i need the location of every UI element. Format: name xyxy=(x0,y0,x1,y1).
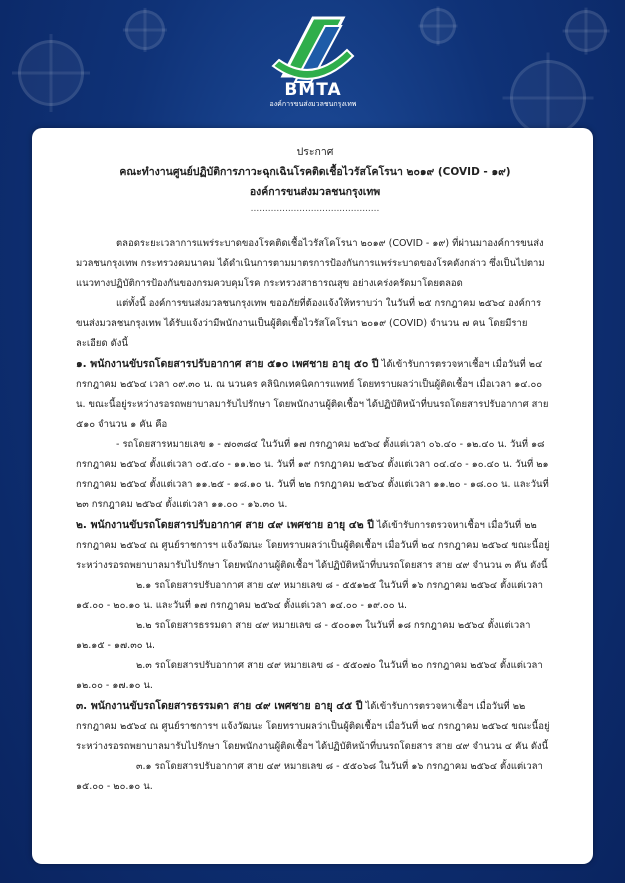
item-1-heading: ๑. พนักงานขับรถโดยสารปรับอากาศ สาย ๕๑๐ เพศชาย อายุ ๕๐ ปี xyxy=(76,358,379,370)
virus-icon xyxy=(18,40,84,106)
item-2-sub-1: ๒.๑ รถโดยสารปรับอากาศ สาย ๔๙ หมายเลข ๘ - ๕๕๑๒๕ ในวันที่ ๑๖ กรกฎาคม ๒๕๖๔ ตั้งแต่เวลา ๑๕.๐๐ - ๒๐.๑๐ น. และวันที่ ๑๗ กรกฎาคม ๒๕๖๔ ตั้งแต่เวลา ๑๔.๐๐ - ๑๙.๐๐ น. xyxy=(76,580,543,611)
item-3-text: ได้เข้ารับการตรวจหาเชื้อฯ เมื่อวันที่ ๒๒ กรกฎาคม ๒๕๖๔ ณ ศูนย์ราชการฯ แจ้งวัฒนะ โดยทราบผลว่าเป็นผู้ติดเชื้อฯ เมื่อวันที่ ๒๔ กรกฎาคม ๒๕๖๔ ขณะนี้อยู่ระหว่างรอรถพยาบาลมารับไปรักษา โดยพนักงานผู้ติดเชื้อฯ ได้ปฏิบัติหน้าที่บนรถโดยสาร สาย ๔๙ จำนวน ๔ คัน ดังนี้ xyxy=(76,701,550,752)
intro-paragraph-1: ตลอดระยะเวลาการแพร่ระบาดของโรคติดเชื้อไวรัสโคโรนา ๒๐๑๙ (COVID - ๑๙) ที่ผ่านมาองค์การขนส่งมวลชนกรุงเทพ กระทรวงคมนาคม ได้ดำเนินการตามมาตรการป้องกันการแพร่ระบาดของโรคดังกล่าว ซึ่งเป็นไปตามแนวทางปฏิบัติการป้องกันของกรมควบคุมโรค กระทรวงสาธารณสุข อย่างเคร่งครัดมาโดยตลอด xyxy=(76,238,545,289)
item-1 xyxy=(76,354,554,435)
header-line-3: องค์การขนส่งมวลชนกรุงเทพ xyxy=(249,186,381,198)
announcement-paper xyxy=(32,128,593,864)
item-2-heading: ๒. พนักงานขับรถโดยสารปรับอากาศ สาย ๔๙ เพศชาย อายุ ๔๒ ปี xyxy=(76,519,374,531)
header-line-1: ประกาศ xyxy=(296,146,334,158)
logo-subtitle: องค์การขนส่งมวลชนกรุงเทพ xyxy=(269,100,357,108)
logo-text xyxy=(263,80,363,110)
virus-icon xyxy=(420,8,456,44)
logo-name: BMTA xyxy=(284,80,342,100)
item-3-sub-1: ๓.๑ รถโดยสารปรับอากาศ สาย ๔๙ หมายเลข ๘ - ๕๕๐๖๘ ในวันที่ ๑๖ กรกฎาคม ๒๕๖๔ ตั้งแต่เวลา ๑๕.๐๐ - ๒๐.๑๐ น. xyxy=(76,761,543,792)
intro-paragraph-2: แต่ทั้งนี้ องค์การขนส่งมวลชนกรุงเทพ ขออภัยที่ต้องแจ้งให้ทราบว่า ในวันที่ ๒๕ กรกฎาคม ๒๕๖๔ องค์การขนส่งมวลชนกรุงเทพ ได้รับแจ้งว่ามีพนักงานเป็นผู้ติดเชื้อไวรัสโคโรนา ๒๐๑๙ (COVID) จำนวน ๗ คน โดยมีรายละเอียด ดังนี้ xyxy=(76,298,542,349)
header-line-2: คณะทำงานศูนย์ปฏิบัติการภาวะฉุกเฉินโรคติดเชื้อไวรัสโคโรนา ๒๐๑๙ (COVID - ๑๙) xyxy=(119,166,511,178)
header-separator: ............................................. xyxy=(250,204,380,214)
item-1-sub: - รถโดยสารหมายเลข ๑ - ๗๐๓๘๔ ในวันที่ ๑๗ กรกฎาคม ๒๕๖๔ ตั้งแต่เวลา ๐๖.๔๐ - ๑๒.๔๐ น. วันที่ ๑๘ กรกฎาคม ๒๕๖๔ ตั้งแต่เวลา ๐๕.๔๐ - ๑๑.๒๐ น. วันที่ ๑๙ กรกฎาคม ๒๕๖๔ ตั้งแต่เวลา ๐๔.๔๐ - ๑๐.๔๐ น. วันที่ ๒๑ กรกฎาคม ๒๕๖๔ ตั้งแต่เวลา ๑๑.๒๕ - ๑๘.๑๐ น. วันที่ ๒๒ กรกฎาคม ๒๕๖๔ ตั้งแต่เวลา ๑๑.๒๐ - ๑๘.๐๐ น. และวันที่ ๒๓ กรกฎาคม ๒๕๖๔ ตั้งแต่เวลา ๑๑.๐๐ - ๑๖.๓๐ น. xyxy=(76,439,549,510)
item-2-sub-3: ๒.๓ รถโดยสารปรับอากาศ สาย ๔๙ หมายเลข ๘ - ๕๕๐๗๐ ในวันที่ ๒๐ กรกฎาคม ๒๕๖๔ ตั้งแต่เวลา ๑๒.๐๐ - ๑๗.๑๐ น. xyxy=(76,660,543,691)
item-1-text: ได้เข้ารับการตรวจหาเชื้อฯ เมื่อวันที่ ๒๔ กรกฎาคม ๒๕๖๔ เวลา ๐๙.๓๐ น. ณ นวนคร คลินิกเทคนิคการแพทย์ โดยทราบผลว่าเป็นผู้ติดเชื้อฯ เมื่อเวลา ๑๔.๐๐ น. ขณะนี้อยู่ระหว่างรอรถพยาบาลมารับไปรักษา โดยพนักงานผู้ติดเชื้อฯ ได้ปฏิบัติหน้าที่บนรถโดยสารปรับอากาศ สาย ๕๑๐ จำนวน ๑ คัน คือ xyxy=(76,359,549,430)
announcement-header xyxy=(76,142,554,202)
virus-icon xyxy=(510,60,586,136)
item-3-heading: ๓. พนักงานขับรถโดยสารธรรมดา สาย ๔๙ เพศชาย อายุ ๔๕ ปี xyxy=(76,700,363,712)
virus-icon xyxy=(565,10,607,52)
item-2-text: ได้เข้ารับการตรวจหาเชื้อฯ เมื่อวันที่ ๒๒ กรกฎาคม ๒๕๖๔ ณ ศูนย์ราชการฯ แจ้งวัฒนะ โดยทราบผลว่าเป็นผู้ติดเชื้อฯ เมื่อวันที่ ๒๔ กรกฎาคม ๒๕๖๔ ขณะนี้อยู่ระหว่างรอรถพยาบาลมารับไปรักษา โดยพนักงานผู้ติดเชื้อฯ ได้ปฏิบัติหน้าที่บนรถโดยสาร สาย ๔๙ จำนวน ๓ คัน ดังนี้ xyxy=(76,520,550,571)
virus-icon xyxy=(125,10,165,50)
announcement-document xyxy=(76,136,554,797)
item-2 xyxy=(76,515,554,576)
item-3 xyxy=(76,696,554,757)
item-2-sub-2: ๒.๒ รถโดยสารธรรมดา สาย ๔๙ หมายเลข ๘ - ๕๐๐๑๓ ในวันที่ ๑๘ กรกฎาคม ๒๕๖๔ ตั้งแต่เวลา ๑๒.๑๕ - ๑๗.๓๐ น. xyxy=(76,620,531,651)
